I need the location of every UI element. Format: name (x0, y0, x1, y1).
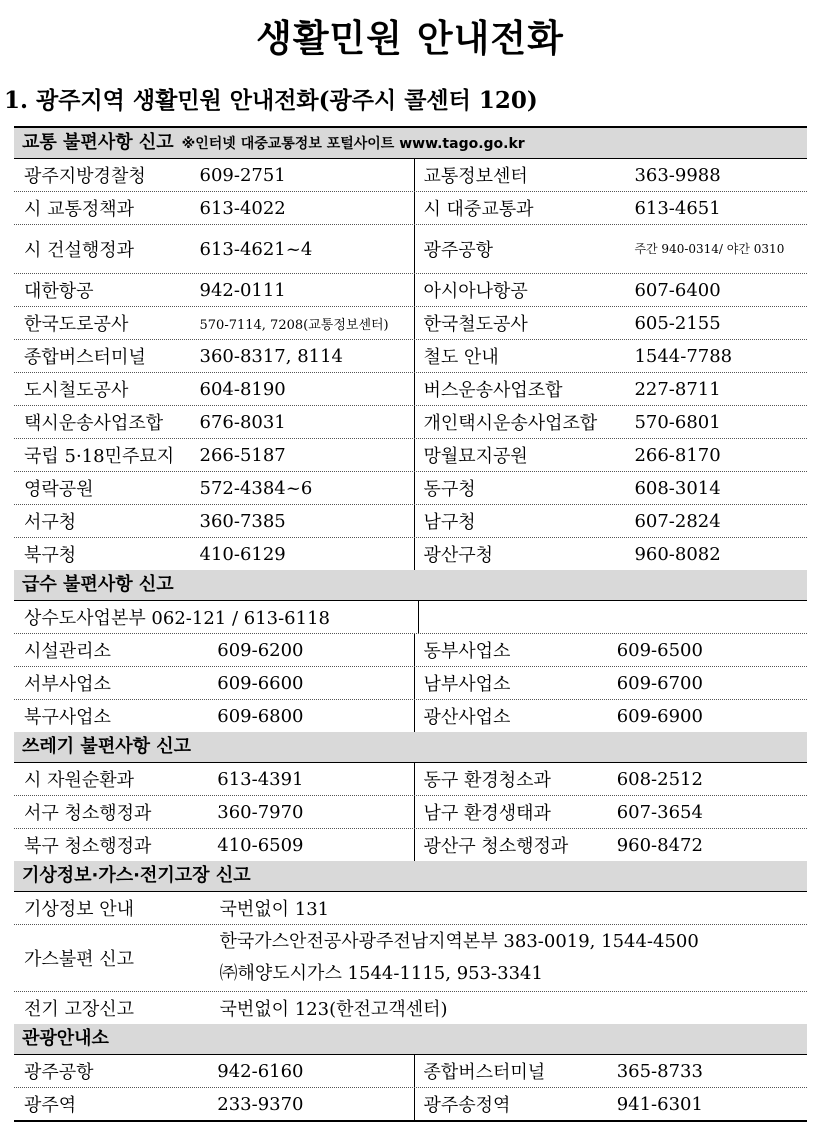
table-row (14, 992, 807, 1024)
tourism-section-rows (14, 1055, 807, 1120)
phone-directory-table (14, 126, 807, 1122)
contact-phone: 410-6509 (217, 834, 304, 856)
table-row (14, 307, 807, 340)
table-row (14, 406, 807, 439)
contact-phone: 613-4621~4 (199, 238, 313, 260)
contact-phone: 608-3014 (634, 477, 721, 499)
contact-name: 광산사업소 (414, 700, 616, 732)
contact-phone: 609-6600 (217, 672, 304, 694)
city-gas-contact: ㈜해양도시가스 1544-1115, 953-3341 (219, 963, 543, 984)
contact-name: 철도 안내 (414, 340, 634, 372)
contact-name: 광주역 (24, 1095, 77, 1116)
contact-phone: 613-4391 (217, 768, 304, 790)
table-row (14, 667, 807, 700)
weather-info-number: 국번없이 131 (219, 899, 330, 920)
contact-phone: 360-7385 (199, 510, 286, 532)
contact-phone: 233-9370 (217, 1093, 304, 1115)
electric-fault-label: 전기 고장신고 (24, 999, 135, 1020)
contact-name: 국립 5·18민주묘지 (24, 446, 175, 467)
empty-cell (418, 601, 807, 633)
contact-name: 시 건설행정과 (24, 240, 135, 261)
contact-name: 영락공원 (24, 479, 94, 500)
contact-phone: 609-2751 (199, 164, 286, 186)
contact-name: 광산구청 (414, 538, 634, 570)
water-main-contact: 상수도사업본부 062-121 / 613-6118 (24, 608, 330, 629)
table-row (14, 274, 807, 307)
garbage-section-rows (14, 763, 807, 861)
contact-phone: 607-6400 (634, 279, 721, 301)
traffic-header-text: 교통 불편사항 신고 (22, 132, 174, 153)
contact-phone: 360-7970 (217, 801, 304, 823)
contact-name: 서구청 (24, 512, 77, 533)
page-title: 생활민원 안내전화 (256, 17, 564, 60)
contact-name: 망월묘지공원 (414, 439, 634, 471)
contact-name: 대한항공 (24, 281, 94, 302)
contact-name: 시 대중교통과 (414, 192, 634, 224)
table-row (14, 700, 807, 732)
table-row (14, 829, 807, 861)
table-row (14, 892, 807, 925)
utility-section-header: 기상정보·가스·전기고장 신고 (14, 861, 807, 892)
contact-name: 서부사업소 (24, 674, 111, 695)
contact-name: 광주공항 (414, 225, 634, 273)
traffic-section-rows (14, 159, 807, 570)
table-row (14, 373, 807, 406)
contact-name: 북구청 (24, 545, 77, 566)
section-subtitle: 1. 광주지역 생활민원 안내전화(광주시 콜센터 120) (4, 87, 538, 114)
table-row (14, 505, 807, 538)
contact-phone: 613-4022 (199, 197, 286, 219)
contact-name: 남구 환경생태과 (414, 796, 616, 828)
contact-phone: 266-8170 (634, 444, 721, 466)
contact-name: 도시철도공사 (24, 380, 129, 401)
contact-phone: 266-5187 (199, 444, 286, 466)
utility-section-rows (14, 892, 807, 1024)
contact-name: 광주송정역 (414, 1088, 616, 1120)
gas-report-label: 가스불편 신고 (24, 949, 135, 970)
weather-info-label: 기상정보 안내 (24, 899, 135, 920)
contact-name: 택시운송사업조합 (24, 413, 164, 434)
table-row (14, 225, 807, 274)
contact-phone: 609-6700 (616, 672, 703, 694)
contact-name: 시설관리소 (24, 641, 111, 662)
contact-phone: 609-6200 (217, 639, 304, 661)
contact-phone: 604-8190 (199, 378, 286, 400)
table-row (14, 192, 807, 225)
contact-phone: 605-2155 (634, 312, 721, 334)
contact-phone: 365-8733 (616, 1060, 703, 1082)
table-row (14, 538, 807, 570)
garbage-section-header: 쓰레기 불편사항 신고 (14, 732, 807, 763)
table-row (14, 472, 807, 505)
contact-name: 남부사업소 (414, 667, 616, 699)
contact-phone: 609-6800 (217, 705, 304, 727)
table-row (14, 340, 807, 373)
contact-phone: 360-8317, 8114 (199, 345, 343, 367)
contact-phone: 227-8711 (634, 378, 721, 400)
contact-name: 종합버스터미널 (414, 1055, 616, 1087)
traffic-portal-note: ※인터넷 대중교통정보 포털사이트 www.tago.go.kr (181, 136, 525, 152)
table-row (14, 925, 807, 992)
table-row (14, 439, 807, 472)
table-row (14, 796, 807, 829)
contact-phone: 570-7114, 7208(교통정보센터) (199, 317, 389, 333)
gas-safety-corp-contact: 한국가스안전공사광주전남지역본부 383-0019, 1544-4500 (219, 931, 699, 952)
contact-phone: 960-8472 (616, 834, 703, 856)
contact-phone: 941-6301 (616, 1093, 703, 1115)
contact-name: 시 자원순환과 (24, 770, 135, 791)
contact-name: 종합버스터미널 (24, 347, 146, 368)
table-row (14, 763, 807, 796)
contact-phone: 960-8082 (634, 543, 721, 565)
contact-phone: 613-4651 (634, 197, 721, 219)
contact-name: 남구청 (414, 505, 634, 537)
contact-name: 개인택시운송사업조합 (414, 406, 634, 438)
contact-name: 버스운송사업조합 (414, 373, 634, 405)
contact-name: 동구 환경청소과 (414, 763, 616, 795)
table-row (14, 601, 807, 634)
table-row (14, 634, 807, 667)
contact-name: 서구 청소행정과 (24, 803, 152, 824)
electric-fault-number: 국번없이 123(한전고객센터) (219, 999, 448, 1020)
contact-phone: 572-4384~6 (199, 477, 313, 499)
gas-report-numbers (220, 925, 808, 991)
contact-phone: 609-6500 (616, 639, 703, 661)
contact-phone: 676-8031 (199, 411, 286, 433)
contact-phone: 608-2512 (616, 768, 703, 790)
contact-phone: 1544-7788 (634, 345, 733, 367)
table-row (14, 1055, 807, 1088)
contact-name: 아시아나항공 (414, 274, 634, 306)
contact-name: 북구사업소 (24, 707, 111, 728)
contact-name: 동구청 (414, 472, 634, 504)
contact-phone: 570-6801 (634, 411, 721, 433)
contact-phone: 주간 940-0314/ 야간 0310 (634, 242, 785, 256)
contact-phone: 942-6160 (217, 1060, 304, 1082)
contact-phone: 410-6129 (199, 543, 286, 565)
contact-name: 시 교통정책과 (24, 199, 135, 220)
contact-name: 동부사업소 (414, 634, 616, 666)
water-section-rows (14, 601, 807, 732)
contact-name: 광산구 청소행정과 (414, 829, 616, 861)
contact-phone: 607-2824 (634, 510, 721, 532)
contact-phone: 363-9988 (634, 164, 721, 186)
contact-phone: 942-0111 (199, 279, 286, 301)
contact-name: 북구 청소행정과 (24, 836, 152, 857)
contact-name: 한국도로공사 (24, 314, 129, 335)
table-row (14, 159, 807, 192)
contact-name: 광주공항 (24, 1062, 94, 1083)
contact-name: 한국철도공사 (414, 307, 634, 339)
traffic-section-header (14, 128, 807, 159)
tourism-section-header: 관광안내소 (14, 1024, 807, 1055)
contact-name: 광주지방경찰청 (24, 166, 146, 187)
contact-phone: 609-6900 (616, 705, 703, 727)
table-row (14, 1088, 807, 1120)
contact-phone: 607-3654 (616, 801, 703, 823)
water-section-header: 급수 불편사항 신고 (14, 570, 807, 601)
contact-name: 교통정보센터 (414, 159, 634, 191)
